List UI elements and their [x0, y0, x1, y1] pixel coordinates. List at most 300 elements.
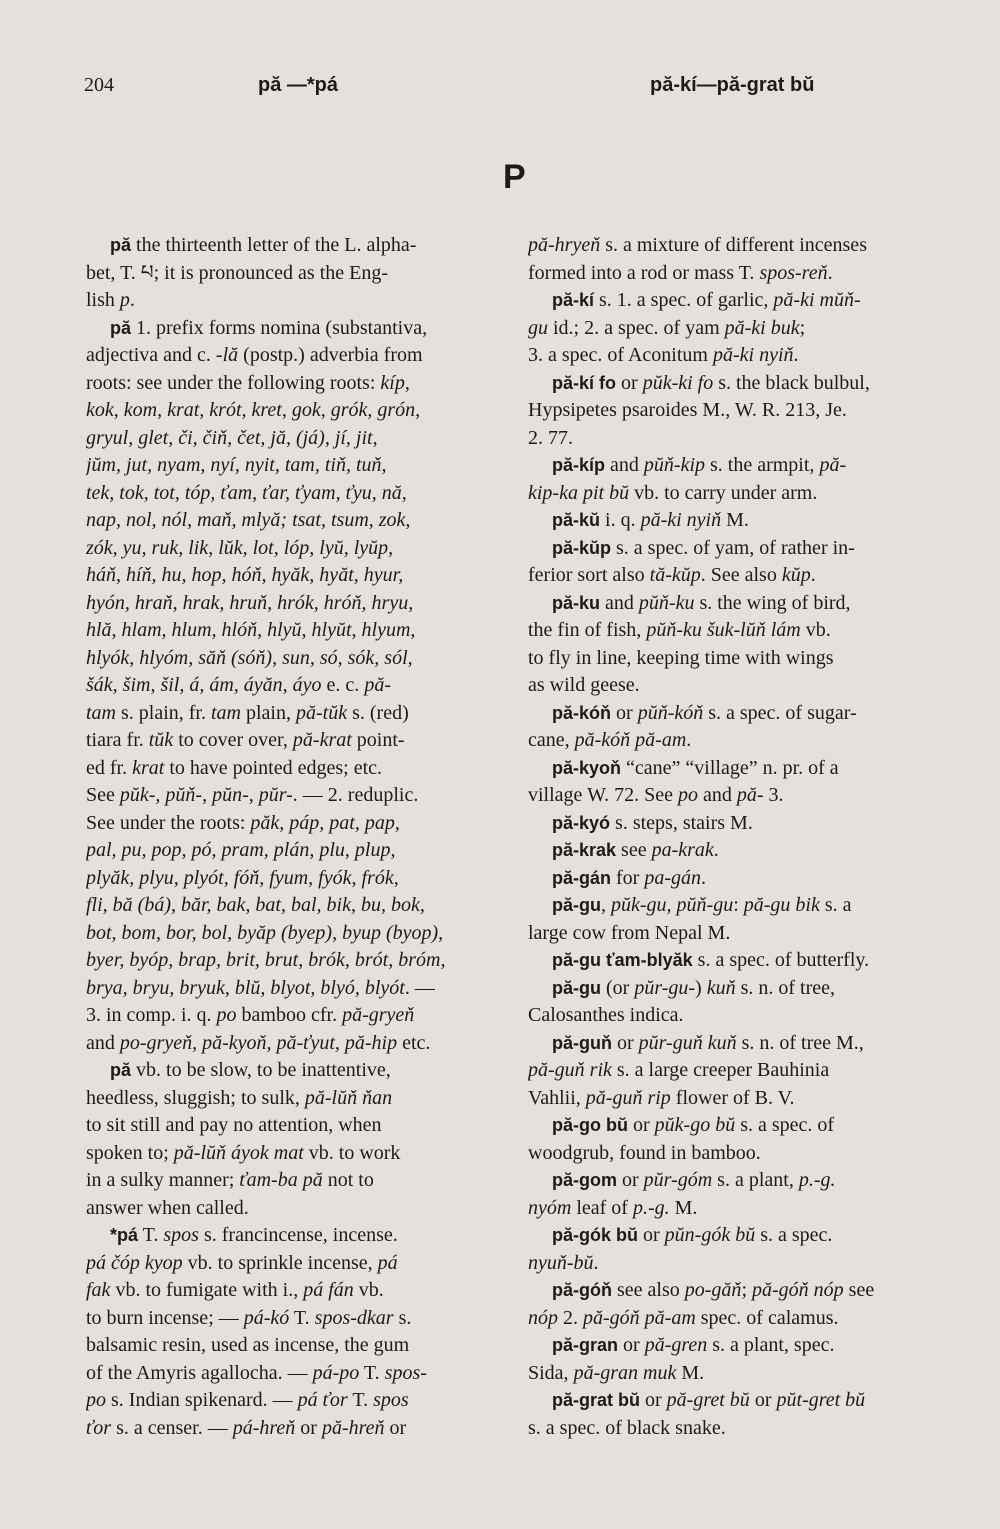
- italic-term: spos: [373, 1389, 409, 1411]
- body-text: see: [616, 839, 652, 861]
- body-text: s.: [393, 1306, 412, 1329]
- body-text: or: [638, 1224, 665, 1246]
- italic-term: spos: [163, 1224, 199, 1246]
- italic-term: byer, byóp, brap, brit, brut, brók, brót, bróm,: [86, 949, 446, 971]
- italic-term: pă-gryeň: [342, 1004, 415, 1026]
- body-text: or: [617, 1169, 644, 1191]
- italic-term: pă-hryeň: [528, 234, 601, 256]
- text-line: [86, 975, 502, 1003]
- italic-term: gu: [528, 316, 548, 339]
- italic-term: gryul, glet, či, čiň, čet, jă, (já), jí, jit,: [86, 426, 378, 449]
- italic-term: păk, páp, pat, pap,: [250, 811, 400, 834]
- body-text: vb. to be slow, to be inattentive,: [131, 1059, 391, 1081]
- italic-term: tam: [211, 701, 241, 724]
- text-line: [528, 1140, 942, 1168]
- body-text: 1. prefix forms nomina (substantiva,: [131, 316, 428, 339]
- italic-term: po-găň: [684, 1279, 742, 1301]
- text-line: [86, 480, 502, 508]
- italic-term: pă-ki nyiň: [712, 344, 794, 366]
- text-line: [528, 947, 942, 975]
- italic-term: pŭk-, pŭň-, pŭn-, pŭr-: [119, 784, 293, 806]
- body-text: leaf of: [571, 1196, 633, 1219]
- text-line: [86, 1277, 502, 1305]
- headword: pă: [110, 235, 132, 255]
- body-text: s. n. of tree,: [735, 976, 836, 999]
- body-text: flower of B. V.: [670, 1086, 795, 1109]
- headword: pă: [110, 1060, 132, 1080]
- text-line: [528, 1360, 942, 1388]
- body-text: M.: [669, 1196, 698, 1219]
- text-line: [86, 1030, 502, 1058]
- body-text: lish: [86, 289, 120, 311]
- italic-term: p.-g.: [632, 1196, 670, 1219]
- text-line: [528, 370, 942, 398]
- body-text: to sit still and pay no attention, when: [86, 1114, 382, 1136]
- italic-term: spos-dkar: [314, 1306, 394, 1329]
- body-text: s. a spec. of butterfly.: [692, 949, 870, 971]
- body-text: e. c.: [321, 674, 365, 696]
- headword: pă-gran: [552, 1335, 619, 1355]
- italic-term: pŭk-gu, pŭň-gu: [611, 894, 734, 916]
- text-line: [86, 535, 502, 563]
- italic-term: pă-gu bik: [743, 894, 820, 916]
- italic-term: nap, nol, nól, maň, mlyă; tsat, tsum, zok,: [86, 509, 411, 531]
- text-line: [528, 425, 942, 453]
- body-text: s. a large creeper Bauhinia: [611, 1059, 830, 1081]
- text-line: [86, 315, 502, 343]
- body-text: s. n. of tree M.,: [736, 1031, 864, 1054]
- italic-term: po: [677, 784, 698, 806]
- text-line: [86, 645, 502, 673]
- body-text: s. plain, fr.: [116, 701, 211, 724]
- text-line: [528, 1332, 942, 1360]
- left-running-head: pă —*pá: [258, 74, 339, 96]
- italic-term: pă-lŭň áyok mat: [173, 1141, 304, 1164]
- italic-term: kíp,: [380, 371, 410, 394]
- body-text: and: [86, 1031, 120, 1054]
- text-line: [86, 892, 502, 920]
- body-text: or: [612, 1031, 639, 1054]
- body-text: in a sulky manner;: [86, 1169, 240, 1191]
- body-text: s. a spec. of black snake.: [528, 1416, 726, 1439]
- italic-term: pŭr-guň kuň: [638, 1031, 737, 1054]
- body-text: spec. of calamus.: [695, 1306, 839, 1329]
- body-text: ferior sort also: [528, 564, 650, 586]
- italic-term: háň, híň, hu, hop, hóň, hyăk, hyăt, hyur,: [86, 564, 404, 586]
- italic-term: pă-tŭk: [296, 701, 348, 724]
- body-text: .: [827, 261, 833, 284]
- body-text: to fly in line, keeping time with wings: [528, 646, 834, 669]
- italic-term: hlyók, hlyóm, săň (sóň), sun, só, sók, sól,: [86, 646, 413, 669]
- text-line: [86, 425, 502, 453]
- text-line: [86, 507, 502, 535]
- body-text: ;: [741, 1279, 752, 1301]
- body-text: Vahlii,: [528, 1086, 586, 1109]
- italic-term: pă-krat: [292, 729, 352, 751]
- text-line: [86, 562, 502, 590]
- text-line: [528, 810, 942, 838]
- body-text: ;: [799, 316, 806, 339]
- italic-term: pă-guň rip: [585, 1086, 671, 1109]
- body-text: 3.: [763, 784, 784, 806]
- text-line: [528, 535, 942, 563]
- body-text: to cover over,: [173, 729, 293, 751]
- body-text: T.: [347, 1389, 374, 1411]
- headword: pă-gu: [552, 977, 601, 998]
- body-text: s. the wing of bird,: [694, 591, 851, 614]
- body-text: s. Indian spikenard. —: [106, 1389, 298, 1411]
- text-line: [86, 1085, 502, 1113]
- headword: pă-gu: [552, 895, 601, 915]
- italic-term: pá-hreň: [232, 1416, 296, 1439]
- italic-term: po: [86, 1389, 106, 1411]
- text-line: [86, 1222, 502, 1250]
- body-text: roots: see under the following roots:: [86, 371, 381, 394]
- body-text: large cow from Nepal M.: [528, 921, 731, 944]
- text-line: [528, 1387, 942, 1415]
- text-line: [528, 700, 942, 728]
- body-text: s. a mixture of different incenses: [600, 234, 867, 256]
- body-text: 3. in comp. i. q.: [86, 1004, 217, 1026]
- body-text: M.: [721, 509, 749, 531]
- italic-term: pá: [377, 1251, 398, 1274]
- text-line: [86, 1387, 502, 1415]
- italic-term: pă-: [364, 674, 391, 696]
- text-line: [528, 452, 942, 480]
- italic-term: kuň: [706, 976, 736, 999]
- text-line: [86, 342, 502, 370]
- text-line: [86, 1112, 502, 1140]
- text-line: [86, 700, 502, 728]
- italic-term: po: [216, 1004, 237, 1026]
- text-line: [528, 1112, 942, 1140]
- body-text: to have pointed edges; etc.: [164, 756, 383, 779]
- headword: pă: [110, 317, 132, 338]
- italic-term: tek, tok, tot, tóp, ťam, ťar, ťyam, ťyu, nă,: [86, 481, 407, 504]
- body-text: bamboo cfr.: [236, 1004, 343, 1026]
- text-line: [86, 397, 502, 425]
- body-text: see also: [612, 1279, 685, 1301]
- italic-term: pá-po: [312, 1361, 360, 1384]
- right-running-head: pă-kí—pă-grat bŭ: [650, 74, 815, 96]
- page-number: 204: [84, 74, 114, 96]
- italic-term: fak: [86, 1279, 111, 1301]
- italic-term: fli, bă (bá), băr, bak, bat, bal, bik, bu, bok,: [86, 894, 425, 916]
- body-text: for: [611, 866, 645, 889]
- italic-term: pă-guň rik: [528, 1059, 612, 1081]
- section-letter: P: [503, 158, 526, 196]
- body-text: vb.: [353, 1279, 384, 1301]
- italic-term: pŭň-ku šuk-lŭň lám: [646, 619, 801, 641]
- text-line: [528, 1250, 942, 1278]
- text-line: [86, 837, 502, 865]
- headword: pă-góň: [552, 1280, 612, 1300]
- body-text: ed fr.: [86, 756, 133, 779]
- text-line: [528, 1057, 942, 1085]
- text-line: [528, 342, 942, 370]
- body-text: T.: [289, 1306, 315, 1329]
- body-text: or: [295, 1416, 322, 1439]
- body-text: . —: [404, 976, 435, 999]
- italic-term: pă-gran muk: [573, 1361, 677, 1384]
- italic-term: pŭn-gók bŭ: [664, 1224, 756, 1246]
- headword: pă-kí: [552, 290, 595, 310]
- body-text: etc.: [397, 1031, 431, 1054]
- text-line: [528, 1305, 942, 1333]
- italic-term: bot, bom, bor, bol, byăp (byep), byup (byop),: [86, 921, 444, 944]
- body-text: or: [640, 1389, 667, 1411]
- body-text: s. 1. a spec. of garlic,: [594, 289, 774, 311]
- body-text: or: [616, 371, 643, 394]
- italic-term: pá-kó: [243, 1306, 290, 1329]
- headword: pă-krak: [552, 840, 617, 860]
- body-text: .: [593, 1251, 599, 1274]
- body-text: answer when called.: [86, 1196, 249, 1219]
- body-text: vb. to fumigate with i.,: [110, 1279, 304, 1301]
- body-text: or: [384, 1416, 407, 1439]
- italic-term: krat: [132, 756, 165, 779]
- italic-term: pŭk-ki fo: [642, 371, 714, 394]
- text-line: [86, 920, 502, 948]
- left-column: [86, 232, 502, 1442]
- body-text: balsamic resin, used as incense, the gum: [86, 1334, 410, 1356]
- text-line: [528, 672, 942, 700]
- text-line: [86, 1195, 502, 1223]
- italic-term: pă-kóň pă-am: [574, 729, 687, 751]
- body-text: s. a plant,: [712, 1169, 799, 1191]
- italic-term: po-gryeň, pă-kyoň, pă-ťyut, pă-hip: [119, 1031, 398, 1054]
- body-text: and: [605, 454, 644, 476]
- italic-term: p: [119, 289, 130, 311]
- italic-term: pŭt-gret bŭ: [776, 1389, 866, 1411]
- text-line: [86, 1415, 502, 1443]
- body-text: s. a spec. of sugar-: [703, 701, 857, 724]
- italic-term: pa-gán: [644, 866, 702, 889]
- text-line: [86, 1057, 502, 1085]
- body-text: to burn incense; —: [86, 1306, 244, 1329]
- italic-term: pă-gret bŭ: [666, 1389, 750, 1411]
- body-text: id.; 2. a spec. of yam: [548, 316, 725, 339]
- body-text: the thirteenth letter of the L. alpha-: [131, 234, 417, 256]
- text-line: [86, 1002, 502, 1030]
- body-text: Sida,: [528, 1361, 574, 1384]
- italic-term: brya, bryu, bryuk, blŭ, blyot, blyó, blyót: [86, 976, 405, 999]
- italic-term: pŭň-kip: [643, 454, 705, 476]
- headword: *pá: [110, 1225, 139, 1245]
- body-text: bet, T. པ; it is pronounced as the Eng-: [86, 261, 389, 284]
- text-line: [86, 260, 502, 288]
- text-line: [528, 865, 942, 893]
- body-text: .: [701, 866, 707, 889]
- body-text: cane,: [528, 729, 575, 751]
- body-text: vb.: [800, 619, 831, 641]
- headword: pă-guň: [552, 1032, 612, 1053]
- body-text: formed into a rod or mass T.: [528, 261, 760, 284]
- body-text: s. (red): [347, 701, 409, 724]
- body-text: i. q.: [600, 509, 641, 531]
- body-text: and: [697, 784, 737, 806]
- body-text: .: [713, 839, 719, 861]
- body-text: plain,: [241, 701, 296, 724]
- italic-term: pá fán: [303, 1279, 354, 1301]
- headword: pă-grat bŭ: [552, 1390, 640, 1410]
- body-text: spoken to;: [86, 1141, 174, 1164]
- italic-term: plyăk, plyu, plyót, fóň, fyum, fyók, frók,: [86, 866, 399, 889]
- body-text: vb. to carry under arm.: [629, 481, 818, 504]
- body-text: s. a censer. —: [111, 1416, 233, 1439]
- headword: pă-gom: [552, 1170, 617, 1190]
- body-text: s. a plant, spec.: [707, 1334, 835, 1356]
- italic-term: nóp: [528, 1306, 558, 1329]
- text-line: [86, 452, 502, 480]
- body-text: vb. to work: [303, 1141, 401, 1164]
- italic-term: pă-ki mŭň-: [773, 289, 861, 311]
- italic-term: spos-: [384, 1361, 427, 1384]
- body-text: point-: [351, 729, 405, 751]
- body-text: Hypsipetes psaroides M., W. R. 213, Je.: [528, 399, 847, 421]
- text-line: [86, 727, 502, 755]
- body-text: .: [793, 344, 799, 366]
- body-text: .: [810, 564, 816, 586]
- italic-term: kŭp: [781, 564, 811, 586]
- body-text: . — 2. reduplic.: [292, 784, 419, 806]
- body-text: 2.: [558, 1306, 583, 1329]
- italic-term: pă-góň nóp: [752, 1279, 844, 1301]
- text-line: [86, 865, 502, 893]
- italic-term: nyuň-bŭ: [528, 1251, 594, 1274]
- text-line: [528, 287, 942, 315]
- italic-term: spos-reň: [759, 261, 828, 284]
- body-text: See under the roots:: [86, 811, 251, 834]
- headword: pă-gu ťam-blyăk: [552, 950, 693, 970]
- italic-term: tŭk: [148, 729, 174, 751]
- text-line: [528, 562, 942, 590]
- text-line: [528, 755, 942, 783]
- body-text: see: [843, 1279, 875, 1301]
- italic-term: jŭm, jut, nyam, nyí, nyit, tam, tiň, tuň,: [86, 454, 387, 476]
- italic-term: pŭr-gu-: [634, 976, 696, 999]
- text-line: [528, 232, 942, 260]
- italic-term: pá ťor: [297, 1389, 348, 1411]
- text-line: [86, 1167, 502, 1195]
- body-text: s. a spec. of yam, of rather in-: [611, 536, 855, 559]
- body-text: s. a spec.: [755, 1224, 833, 1246]
- body-text: T.: [359, 1361, 385, 1384]
- body-text: of the Amyris agallocha. —: [86, 1361, 313, 1384]
- italic-term: ťam-ba pă: [239, 1169, 323, 1191]
- headword: pă-gók bŭ: [552, 1225, 638, 1245]
- italic-term: lă: [222, 344, 239, 366]
- text-line: [528, 1195, 942, 1223]
- text-line: [528, 727, 942, 755]
- text-line: [528, 617, 942, 645]
- body-text: (or: [601, 976, 635, 999]
- body-text: adjectiva and c. -: [86, 344, 223, 366]
- text-line: [86, 370, 502, 398]
- headword: pă-kí fo: [552, 372, 617, 393]
- right-column: [528, 232, 942, 1442]
- italic-term: pŭň-kóň: [637, 701, 704, 724]
- body-text: or: [627, 1114, 655, 1136]
- body-text: as wild geese.: [528, 674, 640, 696]
- italic-term: kok, kom, krat, krót, kret, gok, grók, grón,: [86, 399, 421, 421]
- text-line: [86, 810, 502, 838]
- text-line: [86, 1360, 502, 1388]
- italic-term: nyóm: [528, 1196, 572, 1219]
- text-line: [528, 1167, 942, 1195]
- text-line: [86, 782, 502, 810]
- text-line: [528, 837, 942, 865]
- headword: pă-kyó: [552, 812, 611, 833]
- italic-term: hyón, hraň, hrak, hruň, hrók, hróň, hryu,: [86, 591, 414, 614]
- body-text: or: [611, 701, 638, 724]
- italic-term: pă-hreň: [321, 1416, 385, 1439]
- body-text: heedless, sluggish; to sulk,: [86, 1086, 305, 1109]
- text-line: [528, 1030, 942, 1058]
- body-text: .: [129, 289, 135, 311]
- italic-term: pă-gren: [644, 1334, 708, 1356]
- body-text: or: [618, 1334, 645, 1356]
- text-line: [528, 1002, 942, 1030]
- text-line: [86, 590, 502, 618]
- text-line: [528, 1222, 942, 1250]
- body-text: . See also: [700, 564, 782, 586]
- italic-term: p.-g.: [798, 1169, 836, 1191]
- italic-term: šák, šim, šil, á, ám, áyăn, áyo: [86, 674, 322, 696]
- body-text: Calosanthes indica.: [528, 1004, 684, 1026]
- italic-term: pă-: [736, 784, 764, 806]
- body-text: ): [695, 976, 707, 999]
- text-line: [528, 315, 942, 343]
- italic-term: pă-ki buk: [724, 316, 800, 339]
- body-text: s. a spec. of: [735, 1114, 835, 1136]
- body-text: tiara fr.: [86, 729, 149, 751]
- headword: pă-go bŭ: [552, 1115, 628, 1135]
- body-text: T.: [138, 1224, 164, 1246]
- body-text: vb. to sprinkle incense,: [182, 1251, 378, 1274]
- body-text: not to: [322, 1169, 374, 1191]
- text-line: [528, 1085, 942, 1113]
- text-line: [528, 1277, 942, 1305]
- text-line: [528, 920, 942, 948]
- italic-term: pă-: [819, 454, 847, 476]
- headword: pă-ku: [552, 592, 601, 613]
- italic-term: pă-góň pă-am: [583, 1306, 696, 1329]
- italic-term: pă-lŭň ňan: [304, 1086, 393, 1109]
- body-text: 3. a spec. of Aconitum: [528, 344, 713, 366]
- body-text: woodgrub, found in bamboo.: [528, 1141, 761, 1164]
- text-line: [528, 645, 942, 673]
- italic-term: kip-ka pit bŭ: [528, 481, 630, 504]
- italic-term: pa-krak: [651, 839, 714, 861]
- body-text: s. the black bulbul,: [713, 371, 870, 394]
- text-line: [86, 1140, 502, 1168]
- text-line: [528, 782, 942, 810]
- text-line: [86, 947, 502, 975]
- text-line: [86, 1305, 502, 1333]
- text-line: [86, 617, 502, 645]
- headword: pă-kyoň: [552, 757, 622, 778]
- body-text: .: [686, 729, 692, 751]
- text-line: [528, 397, 942, 425]
- body-text: s. steps, stairs M.: [610, 811, 753, 834]
- body-text: the fin of fish,: [528, 619, 647, 641]
- body-text: ,: [601, 894, 611, 916]
- body-text: See: [86, 784, 120, 806]
- text-line: [528, 590, 942, 618]
- headword: pă-kóň: [552, 702, 612, 723]
- headword: pă-kíp: [552, 455, 606, 475]
